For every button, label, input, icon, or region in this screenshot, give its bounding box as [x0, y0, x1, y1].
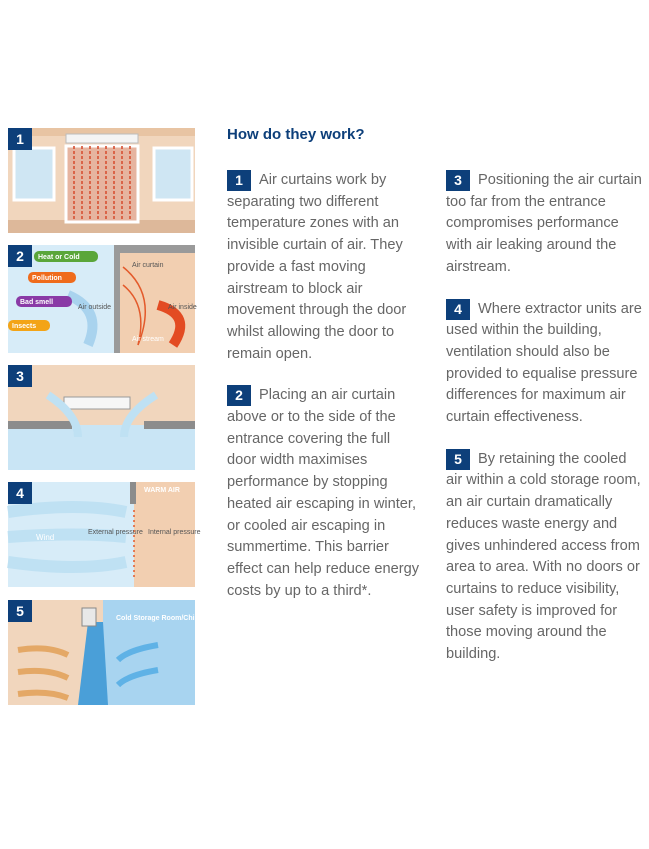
air-outside-label: Air outside — [78, 304, 112, 311]
air-barrier-illustration — [8, 245, 195, 353]
air-curtain-label: Air curtain — [132, 262, 164, 269]
text-item-4 — [446, 299, 642, 429]
air-stream-label: Air stream — [132, 336, 164, 343]
pressure-illustration — [8, 482, 201, 587]
item-text: Placing an air curtain above or to the side of the entrance covering the full door width maximises performance by stopping heated air escaping in winter, or cooled air escaping in summertime. This barrier effect can help reduce energy costs by up to a third*. — [227, 387, 420, 599]
cold-storage-illustration — [8, 600, 206, 705]
text-item-1 — [227, 170, 423, 365]
warm-air-label: WARM AIR — [144, 487, 180, 494]
section-heading: How do they work? — [227, 126, 365, 143]
external-pressure-label: External pressure — [88, 529, 143, 536]
panel-number-badge: 3 — [8, 365, 32, 387]
text-item-3 — [446, 170, 642, 279]
illustration-panel-3 — [8, 365, 195, 470]
illustration-panel-5 — [8, 600, 206, 705]
item-number-badge: 4 — [446, 299, 470, 320]
text-column-right — [446, 170, 642, 666]
heat-or-cold-label: Heat or Cold — [38, 254, 80, 261]
shopfront-illustration — [8, 128, 195, 233]
item-number-badge: 1 — [227, 170, 251, 191]
item-text: By retaining the cooled air within a cold storage room, an air curtain dramatically reduces waste energy and gives unhindered access from area to area. With no doors or curtains to reduce visibility, user safety is improved for those moving around the building. — [446, 450, 641, 663]
text-item-2 — [227, 385, 423, 602]
illustration-panel-2 — [8, 245, 195, 353]
text-item-5 — [446, 449, 642, 666]
curtain-position-illustration — [8, 365, 195, 470]
bad-smell-label: Bad smell — [20, 299, 54, 306]
illustration-panel-1 — [8, 128, 195, 233]
item-number-badge: 3 — [446, 170, 470, 191]
insects-label: Insects — [12, 323, 37, 330]
panel-number-badge: 2 — [8, 245, 32, 267]
item-number-badge: 5 — [446, 449, 470, 470]
item-text: Where extractor units are used within the building, ventilation should also be provided to equalise pressure differences for maximum air curtain effectiveness. — [446, 300, 642, 426]
item-number-badge: 2 — [227, 385, 251, 406]
wind-label: Wind — [36, 533, 55, 542]
panel-number-badge: 4 — [8, 482, 32, 504]
cold-storage-label: Cold Storage Room/Chiller — [116, 615, 206, 622]
illustration-panel-4 — [8, 482, 201, 587]
air-inside-label: Air inside — [168, 304, 197, 311]
panel-number-badge: 5 — [8, 600, 32, 622]
item-text: Positioning the air curtain too far from the entrance compromises performance with air leaking around the airstream. — [446, 172, 642, 275]
item-text: Air curtains work by separating two different temperature zones with an invisible curtain of air. They provide a fast moving airstream to block air movement through the door whilst allowing the door to remain open. — [227, 172, 407, 362]
pollution-label: Pollution — [32, 275, 62, 282]
internal-pressure-label: Internal pressure — [148, 529, 201, 536]
text-column-left — [227, 170, 423, 602]
panel-number-badge: 1 — [8, 128, 32, 150]
